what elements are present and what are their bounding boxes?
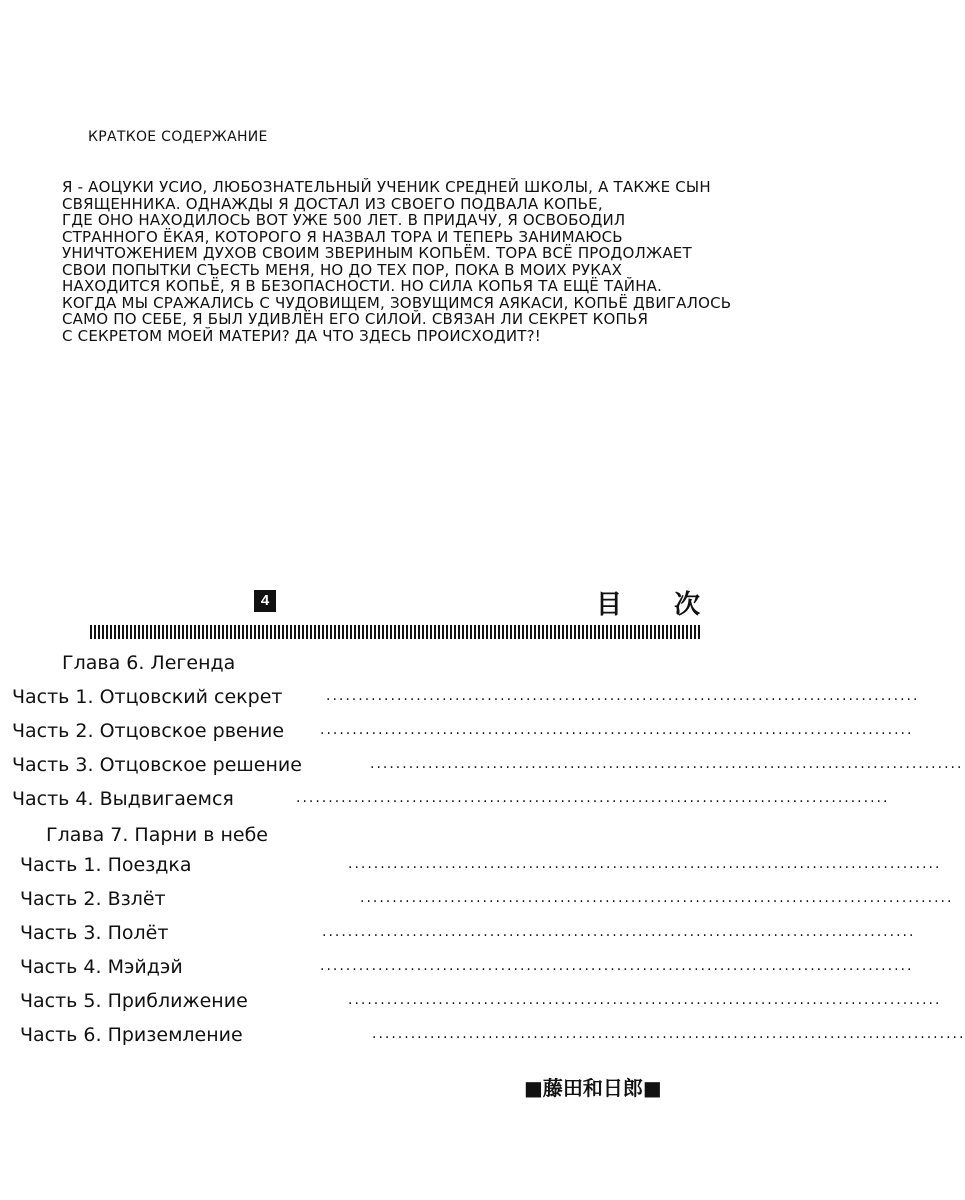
leader-dots: ............................................................................................ xyxy=(322,924,916,940)
leader-dots: ............................................................................................ xyxy=(360,890,954,906)
summary-line: СВОИ ПОПЫТКИ СЪЕСТЬ МЕНЯ, НО ДО ТЕХ ПОР, ПОКА В МОИХ РУКАХ xyxy=(62,260,623,279)
volume-number-badge: 4 xyxy=(254,590,276,612)
decorative-barcode-divider xyxy=(90,625,702,639)
summary-line: ГДЕ ОНО НАХОДИЛОСЬ ВОТ УЖЕ 500 ЛЕТ. В ПРИДАЧУ, Я ОСВОБОДИЛ xyxy=(62,211,626,229)
summary-text xyxy=(62,179,752,344)
leader-dots: ............................................................................................ xyxy=(320,958,914,974)
leader-dots: ............................................................................................ xyxy=(296,790,890,806)
chapter-label: Часть 5. Приближение xyxy=(20,990,248,1012)
summary-line: С СЕКРЕТОМ МОЕЙ МАТЕРИ? ДА ЧТО ЗДЕСЬ ПРОИСХОДИТ?! xyxy=(62,326,541,345)
chapter-label: Часть 3. Отцовское решение xyxy=(12,754,302,776)
summary-line: НАХОДИТСЯ КОПЬЁ, Я В БЕЗОПАСНОСТИ. НО СИЛА КОПЬЯ ТА ЕЩЁ ТАЙНА. xyxy=(62,277,663,295)
chapter-label: Часть 4. Мэйдэй xyxy=(20,956,183,978)
leader-dots: ............................................................................................ xyxy=(348,856,942,872)
chapter-label: Часть 6. Приземление xyxy=(20,1024,243,1046)
summary-line: СВЯЩЕННИКА. ОДНАЖДЫ Я ДОСТАЛ ИЗ СВОЕГО ПОДВАЛА КОПЬЕ, xyxy=(62,194,603,213)
leader-dots: ............................................................................................ xyxy=(320,722,914,738)
summary-line: КОГДА МЫ СРАЖАЛИСЬ С ЧУДОВИЩЕМ, ЗОВУЩИМСЯ АЯКАСИ, КОПЬЁ ДВИГАЛОСЬ xyxy=(62,293,732,312)
chapter-label: Часть 2. Взлёт xyxy=(20,888,166,910)
chapter-label: Часть 3. Полёт xyxy=(20,922,169,944)
summary-line: СТРАННОГО ЁКАЯ, КОТОРОГО Я НАЗВАЛ ТОРА И ТЕПЕРЬ ЗАНИМАЮСЬ xyxy=(62,227,623,246)
chapter-label: Часть 2. Отцовское рвение xyxy=(12,720,285,742)
leader-dots: ............................................................................................ xyxy=(326,688,920,704)
leader-dots: ............................................................................................ xyxy=(370,756,964,772)
toc-heading-char-1: 目 xyxy=(596,590,623,620)
chapter-label: Часть 1. Отцовский секрет xyxy=(12,686,283,708)
summary-title: КРАТКОЕ СОДЕРЖАНИЕ xyxy=(88,129,268,145)
author-name: ■藤田和日郎■ xyxy=(524,1076,662,1100)
chapter-label: Часть 1. Поездка xyxy=(20,854,192,876)
chapter-label: Часть 4. Выдвигаемся xyxy=(12,788,234,810)
toc-heading-char-2: 次 xyxy=(674,590,701,620)
leader-dots: ............................................................................................ xyxy=(372,1026,965,1042)
volume-title: Глава 6. Легенда xyxy=(62,652,236,674)
volume-title: Глава 7. Парни в небе xyxy=(46,824,268,846)
summary-line: Я - АОЦУКИ УСИО, ЛЮБОЗНАТЕЛЬНЫЙ УЧЕНИК СРЕДНЕЙ ШКОЛЫ, А ТАКЖЕ СЫН xyxy=(62,178,711,196)
leader-dots: ............................................................................................ xyxy=(348,992,942,1008)
summary-line: УНИЧТОЖЕНИЕМ ДУХОВ СВОИМ ЗВЕРИНЫМ КОПЬЁМ. ТОРА ВСЁ ПРОДОЛЖАЕТ xyxy=(62,244,692,262)
summary-line: САМО ПО СЕБЕ, Я БЫЛ УДИВЛЁН ЕГО СИЛОЙ. СВЯЗАН ЛИ СЕКРЕТ КОПЬЯ xyxy=(62,310,649,328)
